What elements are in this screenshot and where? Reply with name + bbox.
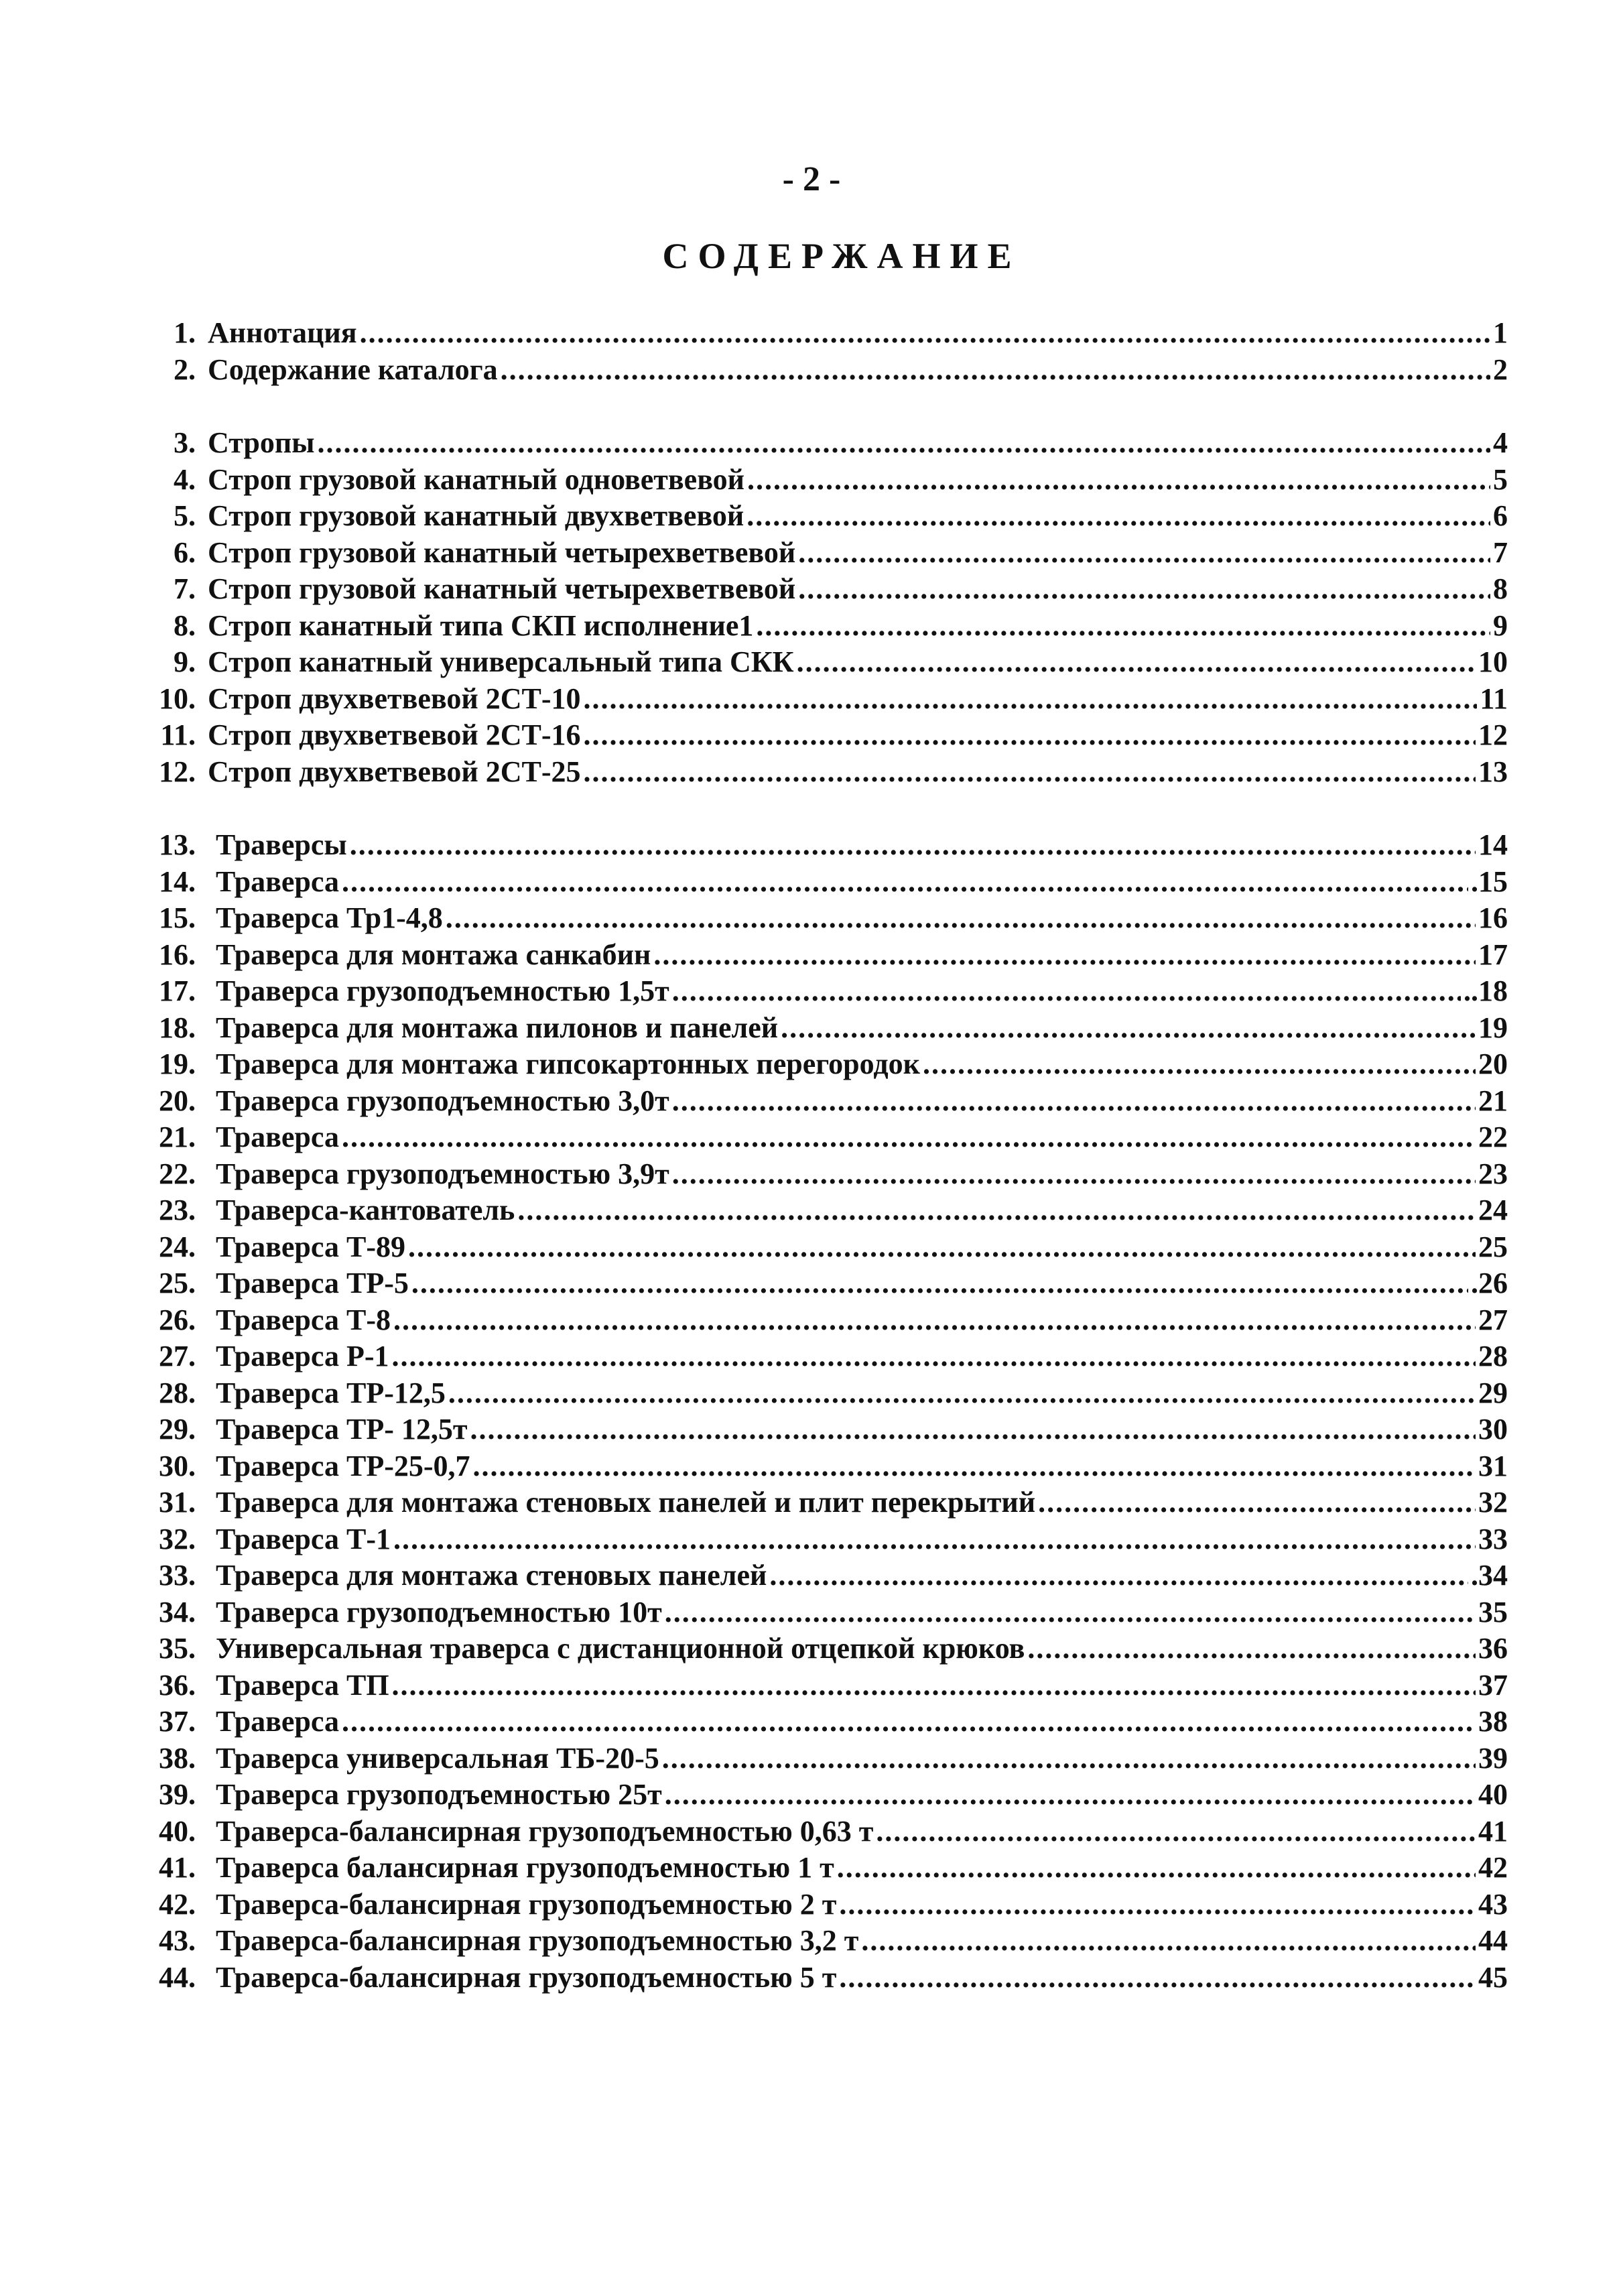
toc-entry-page: 42 <box>1478 1851 1508 1884</box>
toc-entry-number: 20. <box>159 1084 196 1117</box>
toc-entry-number: 32. <box>159 1522 196 1555</box>
toc-entry-title: Траверса <box>216 1121 339 1153</box>
toc-entry-number: 28. <box>159 1376 196 1409</box>
toc-entry-number: 1. <box>174 316 196 349</box>
toc-entry <box>127 1229 1508 1266</box>
toc-entry-title: Траверса ТР- 12,5т <box>216 1413 468 1446</box>
toc-entry-title: Траверса Т-1 <box>216 1522 391 1555</box>
toc-entry-page: 35 <box>1478 1595 1508 1629</box>
toc-entry <box>127 1557 1508 1594</box>
toc-entry <box>127 754 1508 791</box>
toc-entry-title: Траверса универсальная ТБ-20-5 <box>216 1741 659 1775</box>
dot-leader <box>769 1557 1468 1594</box>
toc-entry-number: 11. <box>160 718 196 751</box>
dot-leader <box>665 1777 1476 1813</box>
toc-entry <box>127 900 1508 937</box>
toc-entry-page: 2 <box>1493 353 1508 386</box>
toc-entry <box>127 1119 1508 1156</box>
dot-leader <box>923 1046 1476 1082</box>
toc-entry-number: 33. <box>159 1559 196 1592</box>
toc-entry-page: 8 <box>1493 572 1508 605</box>
toc-entry-number: 31. <box>159 1486 196 1519</box>
toc-entry-number: 36. <box>159 1668 196 1702</box>
toc-entry <box>127 1740 1508 1777</box>
toc-entry <box>127 1594 1508 1631</box>
dot-leader <box>583 681 1477 717</box>
toc-entry <box>127 681 1508 718</box>
toc-entry-page: 17 <box>1478 938 1508 971</box>
toc-entry-title: Траверса <box>216 1705 339 1738</box>
toc-entry-page: 1 <box>1493 316 1508 349</box>
toc-entry-page: 45 <box>1478 1960 1508 1994</box>
toc-entry-number: 9. <box>174 645 196 678</box>
toc-entry-page: 16 <box>1478 901 1508 934</box>
toc-entry-title: Строп грузовой канатный двухветвевой <box>208 499 744 532</box>
toc-entry <box>127 1631 1508 1667</box>
toc-entry-number: 3. <box>174 426 196 459</box>
dot-leader <box>672 1083 1476 1119</box>
toc-entry-page: 40 <box>1478 1778 1508 1811</box>
toc-entry-page: .15 <box>1471 865 1508 898</box>
dot-leader <box>393 1521 1476 1557</box>
dot-leader <box>839 1887 1476 1923</box>
toc-entry-title: Траверса-балансирная грузоподъемностью 5 т <box>216 1960 837 1994</box>
toc-entry-title: Строп грузовой канатный одноветвевой <box>208 462 745 496</box>
toc-entry-page: 25 <box>1478 1230 1508 1263</box>
dot-leader <box>1027 1631 1476 1667</box>
toc-entry-page: 43 <box>1478 1887 1508 1921</box>
toc-entry-title: Строп грузовой канатный четырехветвевой <box>208 535 796 569</box>
toc-entry <box>127 462 1508 499</box>
toc-entry-number: 12. <box>159 755 196 788</box>
toc-entry <box>127 1521 1508 1558</box>
toc-entry-title: Траверса для монтажа санкабин <box>216 938 651 971</box>
toc-entry-page: 14 <box>1478 828 1508 861</box>
toc-entry <box>127 1265 1508 1302</box>
dot-leader <box>837 1850 1476 1886</box>
toc-entry-title: Траверса Тр1-4,8 <box>216 901 443 934</box>
dot-leader <box>672 1156 1476 1192</box>
toc-entry-number: 30. <box>159 1449 196 1482</box>
toc-entry-title: Траверса-балансирная грузоподъемностью 2 т <box>216 1887 837 1921</box>
dot-leader <box>393 1302 1476 1338</box>
toc-entry-number: 8. <box>174 609 196 642</box>
toc-entry-number: 16. <box>159 938 196 971</box>
toc-entry-number: 42. <box>159 1887 196 1921</box>
table-of-contents <box>127 315 1508 1996</box>
toc-entry-page: 29 <box>1478 1376 1508 1409</box>
toc-entry-number: 40. <box>159 1814 196 1848</box>
dot-leader <box>1038 1484 1476 1521</box>
toc-entry-number: 15. <box>159 901 196 934</box>
dot-leader <box>473 1448 1476 1484</box>
toc-entry-title: Строп канатный типа СКП исполнение1 <box>208 609 754 642</box>
toc-entry <box>127 315 1508 352</box>
toc-entry-page: 38 <box>1478 1705 1508 1738</box>
toc-entry <box>127 1156 1508 1193</box>
dot-leader <box>662 1740 1476 1777</box>
toc-entry <box>127 608 1508 645</box>
toc-entry-page: 12 <box>1478 718 1508 751</box>
toc-entry-number: 21. <box>159 1121 196 1153</box>
toc-entry-title: Траверса для монтажа пилонов и панелей <box>216 1011 779 1044</box>
toc-entry-title: Траверса ТР-5 <box>216 1267 409 1299</box>
toc-entry <box>127 1923 1508 1960</box>
toc-entry-title: Траверса ТР-25-0,7 <box>216 1449 470 1482</box>
toc-entry <box>127 1813 1508 1850</box>
toc-entry-title: Аннотация <box>208 316 357 349</box>
toc-entry-number: 14. <box>159 865 196 898</box>
toc-entry <box>127 1302 1508 1339</box>
toc-entry-number: 39. <box>159 1778 196 1811</box>
toc-entry <box>127 571 1508 608</box>
toc-entry-page: 5 <box>1493 462 1508 496</box>
toc-entry-title: Траверса-балансирная грузоподъемностью 3,2 т <box>216 1924 859 1957</box>
toc-entry <box>127 1010 1508 1047</box>
dot-leader <box>583 717 1476 753</box>
dot-leader <box>798 535 1490 571</box>
toc-entry-number: 44. <box>159 1960 196 1994</box>
toc-entry-number: 5. <box>174 499 196 532</box>
toc-entry-title: Траверса-кантователь <box>216 1194 515 1226</box>
toc-entry-title: Траверса грузоподъемностью 3,0т <box>216 1084 669 1117</box>
dot-leader <box>448 1375 1476 1411</box>
toc-entry <box>127 1667 1508 1704</box>
toc-entry-page: .26 <box>1471 1267 1508 1299</box>
toc-entry-number: 38. <box>159 1741 196 1775</box>
dot-leader <box>839 1960 1476 1996</box>
toc-entry-number: 13. <box>159 828 196 861</box>
dot-leader <box>342 864 1468 900</box>
toc-entry-number: 29. <box>159 1413 196 1446</box>
toc-entry-page: 44 <box>1478 1924 1508 1957</box>
toc-entry-page: 23 <box>1478 1157 1508 1190</box>
toc-entry <box>127 1338 1508 1375</box>
toc-entry-number: 6. <box>174 535 196 569</box>
toc-entry-number: 17. <box>159 974 196 1007</box>
toc-entry <box>127 425 1508 462</box>
toc-entry-title: Траверса Т-89 <box>216 1230 405 1263</box>
toc-entry-title: Траверса для монтажа стеновых панелей и плит перекрытий <box>216 1486 1036 1519</box>
toc-entry-title: Траверса грузоподъемностью 25т <box>216 1778 662 1811</box>
toc-entry-page: ..18 <box>1464 974 1508 1007</box>
toc-entry-number: 24. <box>159 1230 196 1263</box>
dot-leader <box>360 315 1490 351</box>
dot-leader <box>392 1667 1476 1704</box>
toc-entry <box>127 1046 1508 1083</box>
toc-entry-number: 23. <box>159 1194 196 1226</box>
toc-entry-title: Траверса для монтажа гипсокартонных перегородок <box>216 1047 920 1080</box>
toc-entry-page: 9 <box>1493 609 1508 642</box>
toc-entry-number: 37. <box>159 1705 196 1738</box>
toc-entry-title: Траверса грузоподъемностью 10т <box>216 1595 662 1629</box>
toc-entry-page: 11 <box>1480 682 1508 715</box>
toc-entry <box>127 1777 1508 1813</box>
dot-leader <box>408 1229 1476 1265</box>
toc-entry <box>127 1192 1508 1229</box>
toc-entry <box>127 498 1508 535</box>
toc-entry-page: 10 <box>1478 645 1508 678</box>
toc-entry <box>127 864 1508 901</box>
dot-leader <box>653 937 1476 973</box>
toc-entry-number: 41. <box>159 1851 196 1884</box>
toc-entry-title: Строп двухветвевой 2СТ-25 <box>208 755 581 788</box>
toc-entry-page: 27 <box>1478 1303 1508 1336</box>
toc-entry <box>127 352 1508 389</box>
toc-entry-page: 39 <box>1478 1741 1508 1775</box>
dot-leader <box>747 462 1490 498</box>
dot-leader <box>342 1704 1476 1740</box>
toc-entry-number: 2. <box>174 353 196 386</box>
toc-entry-number: 22. <box>159 1157 196 1190</box>
toc-entry-page: 36 <box>1478 1632 1508 1665</box>
toc-entry-title: Траверса Т-8 <box>216 1303 391 1336</box>
toc-entry-title: Траверса Р-1 <box>216 1340 389 1373</box>
dot-leader <box>797 644 1476 680</box>
toc-entry-number: 34. <box>159 1595 196 1629</box>
toc-entry-title: Траверса ТР-12,5 <box>216 1376 446 1409</box>
dot-leader <box>583 754 1476 790</box>
toc-entry-page: 7 <box>1493 535 1508 569</box>
toc-entry-number: 19. <box>159 1047 196 1080</box>
toc-entry <box>127 1704 1508 1740</box>
dot-leader <box>446 900 1476 936</box>
toc-entry-title: Траверса для монтажа стеновых панелей <box>216 1559 767 1592</box>
dot-leader <box>517 1192 1476 1228</box>
toc-entry <box>127 1448 1508 1485</box>
dot-leader <box>672 973 1461 1009</box>
dot-leader <box>350 827 1476 863</box>
toc-entry-title: Траверса грузоподъемностью 3,9т <box>216 1157 669 1190</box>
toc-entry-page: 20 <box>1478 1047 1508 1080</box>
toc-entry <box>127 973 1508 1010</box>
toc-entry-page: 28 <box>1478 1340 1508 1373</box>
toc-entry-page: 31 <box>1478 1449 1508 1482</box>
toc-entry-page: 19 <box>1478 1011 1508 1044</box>
toc-entry <box>127 1850 1508 1887</box>
dot-leader <box>746 498 1490 534</box>
toc-group-traverses <box>127 827 1508 1996</box>
toc-entry-number: 7. <box>174 572 196 605</box>
toc-entry-number: 27. <box>159 1340 196 1373</box>
toc-group-intro <box>127 315 1508 388</box>
toc-entry-number: 35. <box>159 1632 196 1665</box>
toc-entry-title: Стропы <box>208 426 315 459</box>
toc-entry-title: Траверса ТП <box>216 1668 389 1702</box>
toc-entry-number: 4. <box>174 462 196 496</box>
toc-entry <box>127 937 1508 974</box>
toc-entry <box>127 1484 1508 1521</box>
toc-entry-number: 10. <box>159 682 196 715</box>
toc-entry-title: Строп грузовой канатный четырехветвевой <box>208 572 796 605</box>
toc-group-slings <box>127 425 1508 790</box>
toc-entry-title: Траверса балансирная грузоподъемностью 1 т <box>216 1851 834 1884</box>
toc-entry <box>127 1411 1508 1448</box>
toc-entry <box>127 535 1508 572</box>
toc-entry-page: .34 <box>1471 1559 1508 1592</box>
dot-leader <box>665 1594 1476 1631</box>
dot-leader <box>318 425 1490 461</box>
toc-entry-number: 25. <box>159 1267 196 1299</box>
toc-entry-page: 41 <box>1478 1814 1508 1848</box>
toc-entry <box>127 827 1508 864</box>
toc-entry-number: 26. <box>159 1303 196 1336</box>
toc-entry <box>127 1887 1508 1923</box>
page-title: СОДЕРЖАНИЕ <box>662 236 1021 276</box>
dot-leader <box>342 1119 1476 1155</box>
toc-entry-page: 24 <box>1478 1194 1508 1226</box>
toc-entry-title: Строп канатный универсальный типа СКК <box>208 645 794 678</box>
toc-entry-title: Строп двухветвевой 2СТ-10 <box>208 682 581 715</box>
toc-entry-title: Траверса-балансирная грузоподъемностью 0,63 т <box>216 1814 874 1848</box>
dot-leader <box>501 352 1490 388</box>
toc-entry-title: Траверса <box>216 865 339 898</box>
toc-entry-number: 43. <box>159 1924 196 1957</box>
toc-entry-page: 6 <box>1493 499 1508 532</box>
dot-leader <box>861 1923 1476 1959</box>
toc-entry-page: 21 <box>1478 1084 1508 1117</box>
dot-leader <box>876 1813 1476 1850</box>
dot-leader <box>392 1338 1476 1375</box>
toc-entry-page: 22 <box>1478 1121 1508 1153</box>
toc-entry-page: 13 <box>1478 755 1508 788</box>
page-number: - 2 - <box>782 160 841 198</box>
toc-entry-page: 33 <box>1478 1522 1508 1555</box>
toc-entry <box>127 1375 1508 1412</box>
toc-entry-page: 4 <box>1493 426 1508 459</box>
toc-entry <box>127 717 1508 754</box>
dot-leader <box>798 571 1490 607</box>
toc-entry-number: 18. <box>159 1011 196 1044</box>
toc-entry-page: 32 <box>1478 1486 1508 1519</box>
dot-leader <box>756 608 1490 644</box>
toc-entry-page: 37 <box>1478 1668 1508 1702</box>
toc-entry-title: Траверса грузоподъемностью 1,5т <box>216 974 669 1007</box>
dot-leader <box>781 1010 1476 1046</box>
toc-entry <box>127 1083 1508 1120</box>
toc-entry-title: Универсальная траверса с дистанционной отцепкой крюков <box>216 1632 1025 1665</box>
toc-entry <box>127 1960 1508 1996</box>
toc-entry-page: 30 <box>1478 1413 1508 1446</box>
toc-entry <box>127 644 1508 681</box>
toc-entry-title: Содержание каталога <box>208 353 498 386</box>
dot-leader <box>470 1411 1476 1448</box>
toc-entry-title: Строп двухветвевой 2СТ-16 <box>208 718 581 751</box>
dot-leader <box>411 1265 1468 1301</box>
toc-entry-title: Траверсы <box>216 828 347 861</box>
